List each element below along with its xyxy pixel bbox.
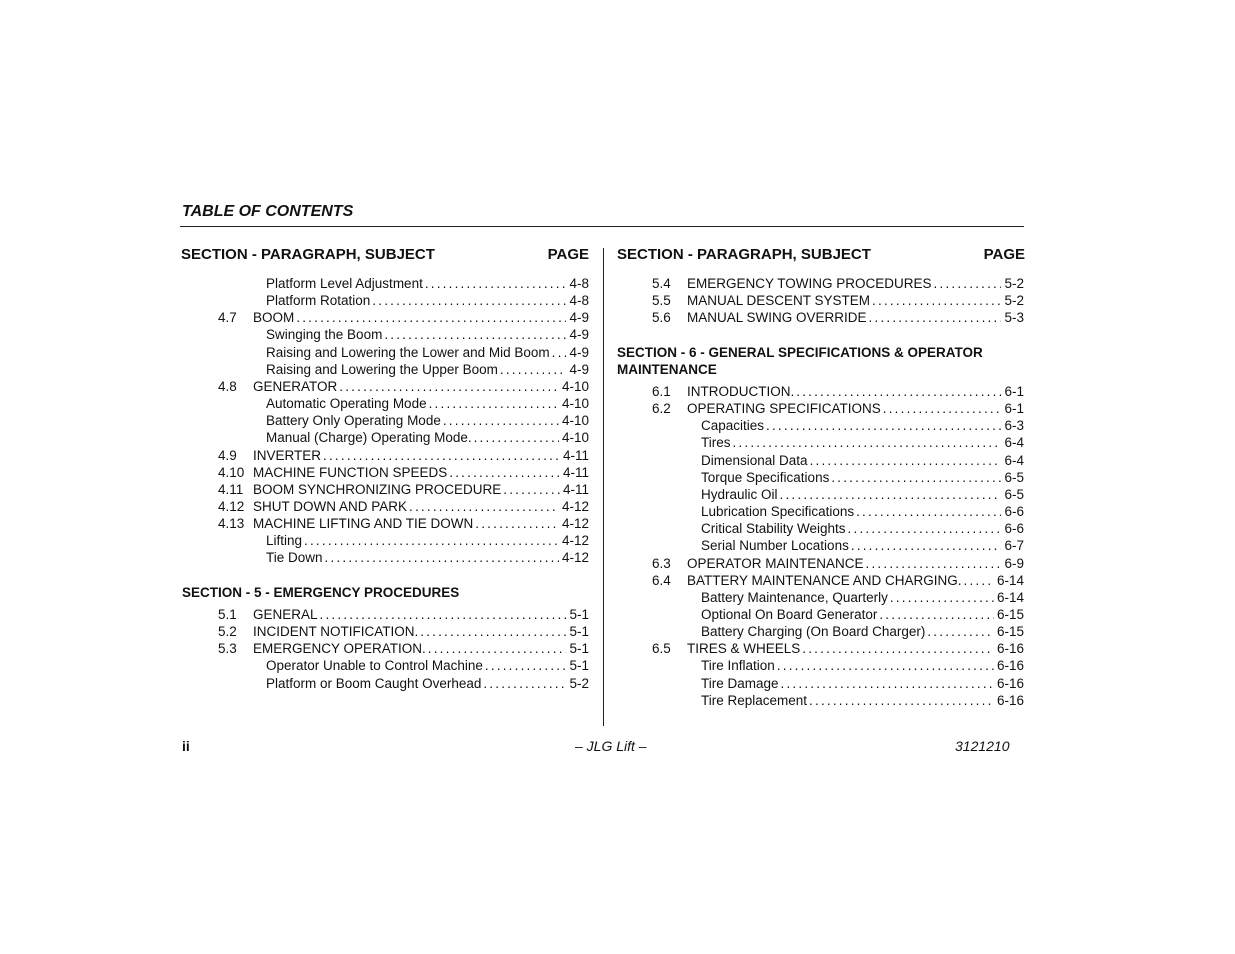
toc-entry-page: 5-2	[569, 675, 589, 691]
toc-entry[interactable]	[218, 481, 589, 498]
footer-page-number: ii	[182, 738, 190, 754]
toc-entry-title: Operator Unable to Control Machine	[266, 658, 483, 674]
toc-entry[interactable]	[266, 292, 589, 309]
toc-entry-title: EMERGENCY OPERATION.	[253, 641, 426, 657]
toc-entry[interactable]	[652, 572, 1024, 589]
toc-entry[interactable]	[218, 464, 589, 481]
dot-leader	[831, 469, 1001, 486]
toc-entry-number: 5.4	[652, 276, 671, 291]
toc-entry-title: GENERATOR	[253, 378, 338, 394]
toc-entry-page: 6-9	[1004, 555, 1024, 571]
toc-entry[interactable]	[218, 498, 589, 515]
toc-entry[interactable]	[701, 623, 1024, 640]
toc-entry-title: Platform Level Adjustment	[266, 276, 423, 291]
toc-entry-title: Tire Inflation	[701, 658, 775, 674]
toc-entry-title: Raising and Lowering the Lower and Mid Boom	[266, 344, 550, 360]
toc-entry-title: INTRODUCTION.	[687, 384, 795, 399]
toc-entry-title: MANUAL DESCENT SYSTEM	[687, 293, 871, 309]
toc-entry-title: Swinging the Boom	[266, 327, 383, 343]
toc-entry[interactable]	[266, 395, 589, 412]
dot-leader	[552, 344, 567, 361]
dot-leader	[766, 417, 1001, 434]
toc-entry-page: 4-10	[561, 378, 589, 394]
toc-entry-page: 6-14	[996, 572, 1024, 588]
toc-entry-number: 5.3	[218, 641, 237, 657]
toc-entry[interactable]	[701, 434, 1024, 451]
toc-entry-number: 4.7	[218, 310, 237, 326]
toc-entry-title: Battery Only Operating Mode	[266, 413, 441, 429]
section-6-heading-line2: MAINTENANCE	[617, 362, 717, 377]
toc-entry[interactable]	[266, 429, 589, 446]
toc-entry[interactable]	[701, 503, 1024, 520]
toc-entry-number: 5.2	[218, 624, 237, 640]
toc-entry[interactable]	[652, 400, 1024, 417]
toc-entry-page: 6-4	[1004, 435, 1024, 451]
toc-entry-page: 6-4	[1004, 452, 1024, 468]
toc-entry-title: Platform Rotation	[266, 293, 371, 309]
toc-entry-number: 6.4	[652, 572, 671, 588]
toc-entry[interactable]	[266, 532, 589, 549]
dot-leader	[428, 640, 567, 657]
toc-entry[interactable]	[266, 657, 589, 674]
toc-entry-page: 5-3	[1004, 310, 1024, 326]
left-column-header	[181, 246, 589, 263]
dot-leader	[964, 572, 994, 589]
dot-leader	[483, 675, 566, 692]
toc-entry-page: 6-3	[1004, 418, 1024, 434]
toc-entry-number: 6.3	[652, 555, 671, 571]
toc-entry-title: Tire Damage	[701, 675, 779, 691]
toc-entry-number: 6.2	[652, 401, 671, 417]
toc-entry-title: INVERTER	[253, 447, 322, 463]
toc-entry-page: 4-9	[569, 361, 589, 377]
toc-entry-title: BOOM	[253, 310, 295, 326]
dot-leader	[869, 309, 1002, 326]
toc-entry-page: 5-1	[569, 658, 589, 674]
toc-entry-title: Lubrication Specifications	[701, 504, 855, 520]
toc-entry-title: TIRES & WHEELS	[687, 641, 801, 657]
toc-entry-page: 4-10	[561, 430, 589, 446]
dot-leader	[296, 309, 566, 326]
dot-leader	[810, 452, 1002, 469]
dot-leader	[420, 623, 566, 640]
toc-entry-title: Automatic Operating Mode	[266, 396, 427, 412]
dot-leader	[500, 361, 567, 378]
toc-entry[interactable]	[652, 383, 1024, 400]
toc-entry-title: Dimensional Data	[701, 452, 808, 468]
toc-entry[interactable]	[266, 412, 589, 429]
toc-entry[interactable]	[701, 657, 1024, 674]
toc-entry-title: Optional On Board Generator	[701, 606, 878, 622]
toc-entry-title: Lifting	[266, 533, 303, 549]
footer-center: – JLG Lift –	[575, 738, 647, 754]
dot-leader	[733, 434, 1002, 451]
toc-entry[interactable]	[218, 309, 589, 326]
toc-entry-title: BATTERY MAINTENANCE AND CHARGING.	[687, 572, 962, 588]
dot-leader	[429, 395, 559, 412]
dot-leader	[372, 292, 566, 309]
toc-entry-page: 5-1	[569, 607, 589, 622]
toc-entry[interactable]	[701, 675, 1024, 692]
toc-entry[interactable]	[652, 555, 1024, 572]
toc-entry-title: Raising and Lowering the Upper Boom	[266, 361, 498, 377]
toc-entry-page: 5-1	[569, 624, 589, 640]
dot-leader	[325, 549, 559, 566]
dot-leader	[781, 675, 994, 692]
dot-leader	[485, 657, 567, 674]
toc-entry-page: 5-2	[1004, 276, 1024, 291]
dot-leader	[872, 292, 1001, 309]
toc-entry-title: Capacities	[701, 418, 765, 434]
right-header-page: PAGE	[983, 246, 1025, 263]
toc-entry[interactable]	[266, 361, 589, 378]
toc-entry[interactable]	[218, 515, 589, 532]
toc-entry-page: 6-16	[996, 675, 1024, 691]
toc-entry-number: 4.10	[218, 464, 245, 480]
dot-leader	[475, 515, 559, 532]
toc-entry-page: 4-9	[569, 310, 589, 326]
dot-leader	[866, 555, 1002, 572]
toc-entry-title: INCIDENT NOTIFICATION.	[253, 624, 419, 640]
toc-entry-page: 4-11	[562, 481, 589, 497]
toc-entry-page: 5-2	[1004, 293, 1024, 309]
dot-leader	[304, 532, 559, 549]
toc-entry-title: Manual (Charge) Operating Mode.	[266, 430, 472, 446]
toc-entry-number: 6.5	[652, 641, 671, 657]
section-5-heading: SECTION - 5 - EMERGENCY PROCEDURES	[182, 585, 460, 600]
toc-entry[interactable]	[652, 309, 1024, 326]
dot-leader	[443, 412, 559, 429]
toc-entry[interactable]	[652, 640, 1024, 657]
toc-entry[interactable]	[218, 640, 589, 657]
title-rule	[180, 226, 1024, 227]
toc-entry-page: 4-9	[569, 327, 589, 343]
dot-leader	[449, 464, 560, 481]
toc-entry-page: 6-16	[996, 658, 1024, 674]
section-6-heading-line1: SECTION - 6 - GENERAL SPECIFICATIONS & OPERATOR	[617, 345, 983, 360]
toc-entry-title: MACHINE LIFTING AND TIE DOWN	[253, 516, 474, 532]
toc-entry[interactable]	[218, 606, 589, 623]
dot-leader	[890, 589, 994, 606]
dot-leader	[409, 498, 559, 515]
toc-entry-title: OPERATOR MAINTENANCE	[687, 555, 864, 571]
dot-leader	[777, 657, 994, 674]
toc-entry-title: Tie Down	[266, 550, 323, 566]
toc-entry-page: 4-10	[561, 413, 589, 429]
toc-entry[interactable]	[701, 537, 1024, 554]
toc-entry[interactable]	[701, 417, 1024, 434]
dot-leader	[856, 503, 1001, 520]
toc-entry-number: 4.8	[218, 378, 237, 394]
toc-entry[interactable]	[701, 589, 1024, 606]
right-header-label: SECTION - PARAGRAPH, SUBJECT	[617, 246, 871, 263]
right-column-header	[617, 246, 1025, 263]
left-header-page: PAGE	[547, 246, 589, 263]
dot-leader	[384, 326, 566, 343]
dot-leader	[503, 481, 560, 498]
toc-entry-page: 6-16	[996, 692, 1024, 708]
toc-entry-page: 4-12	[561, 550, 589, 566]
dot-leader	[320, 606, 567, 623]
toc-entry-number: 5.1	[218, 607, 237, 622]
toc-entry-page: 6-1	[1004, 384, 1024, 399]
dot-leader	[848, 520, 1002, 537]
column-divider	[603, 248, 604, 726]
toc-entry-number: 5.6	[652, 310, 671, 326]
toc-entry-page: 6-5	[1004, 486, 1024, 502]
toc-entry-page: 6-1	[1004, 401, 1024, 417]
dot-leader	[927, 623, 994, 640]
toc-entry[interactable]	[701, 486, 1024, 503]
toc-entry-page: 4-8	[569, 276, 589, 291]
toc-entry-title: Hydraulic Oil	[701, 486, 778, 502]
toc-entry-page: 4-9	[569, 344, 589, 360]
toc-entry[interactable]	[701, 520, 1024, 537]
toc-entry-title: GENERAL	[253, 607, 318, 622]
toc-entry[interactable]	[266, 344, 589, 361]
dot-leader	[339, 378, 559, 395]
page-title: TABLE OF CONTENTS	[182, 203, 354, 220]
toc-entry[interactable]	[266, 549, 589, 566]
toc-entry-page: 4-12	[561, 516, 589, 532]
toc-entry[interactable]	[266, 675, 589, 692]
toc-entry-page: 6-6	[1004, 521, 1024, 537]
dot-leader	[796, 383, 1001, 400]
toc-entry-page: 4-10	[561, 396, 589, 412]
toc-entry-number: 4.13	[218, 516, 245, 532]
dot-leader	[934, 275, 1002, 292]
dot-leader	[802, 640, 994, 657]
footer-doc-number: 3121210	[955, 738, 1010, 754]
toc-entry-page: 4-12	[561, 533, 589, 549]
toc-entry-page: 4-11	[562, 447, 589, 463]
toc-entry-title: Platform or Boom Caught Overhead	[266, 675, 482, 691]
toc-entry[interactable]	[652, 275, 1024, 292]
toc-entry[interactable]	[701, 692, 1024, 709]
toc-entry-title: SHUT DOWN AND PARK	[253, 498, 408, 514]
toc-entry[interactable]	[218, 623, 589, 640]
toc-entry-number: 4.12	[218, 498, 245, 514]
left-header-label: SECTION - PARAGRAPH, SUBJECT	[181, 246, 435, 263]
toc-entry-page: 4-11	[562, 464, 589, 480]
toc-entry[interactable]	[701, 452, 1024, 469]
toc-entry[interactable]	[652, 292, 1024, 309]
toc-entry-page: 4-8	[569, 293, 589, 309]
toc-entry-title: Battery Charging (On Board Charger)	[701, 624, 926, 640]
dot-leader	[809, 692, 994, 709]
toc-entry-page: 6-15	[996, 606, 1024, 622]
toc-entry-title: Battery Maintenance, Quarterly	[701, 589, 888, 605]
toc-entry-title: MACHINE FUNCTION SPEEDS	[253, 464, 448, 480]
dot-leader	[323, 447, 560, 464]
dot-leader	[883, 400, 1002, 417]
toc-entry-page: 5-1	[569, 641, 589, 657]
toc-entry-title: Serial Number Locations	[701, 538, 849, 554]
toc-entry-number: 4.11	[218, 481, 244, 497]
toc-entry[interactable]	[701, 469, 1024, 486]
toc-entry-title: Torque Specifications	[701, 469, 830, 485]
toc-entry-title: MANUAL SWING OVERRIDE	[687, 310, 867, 326]
dot-leader	[879, 606, 994, 623]
toc-entry[interactable]	[218, 378, 589, 395]
toc-entry-title: Critical Stability Weights	[701, 521, 846, 537]
toc-entry-page: 6-15	[996, 624, 1024, 640]
dot-leader	[780, 486, 1002, 503]
toc-entry-number: 4.9	[218, 447, 237, 463]
toc-entry-page: 6-14	[996, 589, 1024, 605]
toc-entry-number: 5.5	[652, 293, 671, 309]
toc-entry[interactable]	[266, 275, 589, 292]
toc-entry-page: 4-12	[561, 498, 589, 514]
toc-entry-page: 6-6	[1004, 504, 1024, 520]
toc-entry[interactable]	[266, 326, 589, 343]
dot-leader	[425, 275, 567, 292]
toc-entry-page: 6-5	[1004, 469, 1024, 485]
toc-entry-title: Tires	[701, 435, 731, 451]
toc-entry[interactable]	[218, 447, 589, 464]
toc-entry-page: 6-16	[996, 641, 1024, 657]
toc-entry[interactable]	[701, 606, 1024, 623]
toc-entry-title: BOOM SYNCHRONIZING PROCEDURE	[253, 481, 502, 497]
toc-entry-title: Tire Replacement	[701, 692, 808, 708]
toc-entry-page: 6-7	[1004, 538, 1024, 554]
toc-entry-title: EMERGENCY TOWING PROCEDURES	[687, 276, 932, 291]
toc-entry-title: OPERATING SPECIFICATIONS	[687, 401, 881, 417]
dot-leader	[474, 429, 559, 446]
dot-leader	[851, 537, 1002, 554]
toc-entry-number: 6.1	[652, 384, 671, 399]
